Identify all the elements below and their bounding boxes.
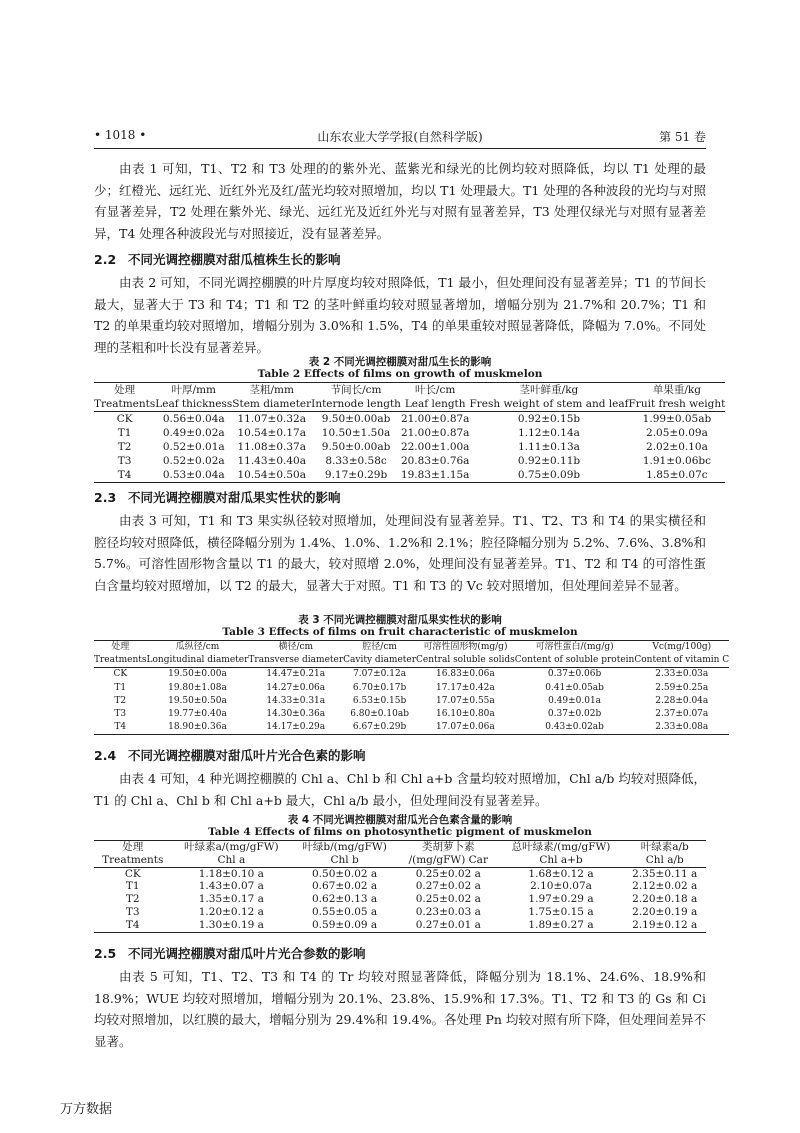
value-cell: 10.54±0.50a xyxy=(232,468,311,483)
table-row xyxy=(94,906,706,919)
column-header: Internode length xyxy=(311,398,401,410)
value-cell: 19.50±0.00a xyxy=(168,669,227,680)
column-header: Longitudinal diameter xyxy=(147,654,249,668)
table-2 xyxy=(94,382,725,483)
table-row xyxy=(94,867,706,880)
value-cell: 1.20±0.12 a xyxy=(198,905,264,918)
value-cell: 0.23±0.03 a xyxy=(415,905,481,918)
section-number: 2.4 xyxy=(94,748,117,763)
value-cell: 2.35±0.11 a xyxy=(632,867,698,880)
table2-caption-zh: 表 2 不同光调控棚膜对甜瓜生长的影响 xyxy=(308,356,492,368)
value-cell: 2.20±0.19 a xyxy=(632,905,698,918)
table4-caption-zh: 表 4 不同光调控棚膜对甜瓜光合色素含量的影响 xyxy=(287,814,513,826)
value-cell: 0.67±0.02 a xyxy=(312,880,378,893)
table-row xyxy=(94,893,706,906)
volume-label: 第 51 卷 xyxy=(659,130,706,144)
table-row xyxy=(94,708,729,721)
value-cell: 0.43±0.02ab xyxy=(515,721,635,735)
table-row xyxy=(94,880,706,893)
value-cell: 2.33±0.08a xyxy=(634,721,729,735)
column-header: Chl a xyxy=(172,854,292,867)
value-cell: 0.62±0.13 a xyxy=(312,893,378,906)
table-row xyxy=(94,919,706,932)
watermark-text: 万方数据 xyxy=(60,1102,113,1117)
value-cell: 1.75±0.15 a xyxy=(528,905,594,918)
table-3 xyxy=(94,640,729,735)
value-cell: 7.07±0.12a xyxy=(353,669,407,680)
header-row xyxy=(94,383,725,398)
value-cell: 11.43±0.40a xyxy=(237,455,306,467)
value-cell: 19.77±0.40a xyxy=(168,709,227,720)
table-row xyxy=(94,721,729,735)
column-header: Transverse diameter xyxy=(248,654,343,668)
table3-caption-zh: 表 3 不同光调控棚膜对甜瓜果实性状的影响 xyxy=(298,614,502,626)
value-cell: 8.33±0.58c xyxy=(325,455,387,467)
column-header: 总叶绿素/(mg/gFW) xyxy=(499,841,624,854)
column-header: 茎粗/mm xyxy=(232,383,311,398)
value-cell: 0.27±0.01 a xyxy=(398,919,498,932)
value-cell: 14.17±0.29a xyxy=(248,721,343,735)
value-cell: 0.52±0.02a xyxy=(162,455,225,467)
header-row xyxy=(94,654,729,668)
journal-title: 山东农业大学学报(自然科学版) xyxy=(317,130,483,144)
treatment-cell: T4 xyxy=(94,721,147,735)
value-cell: 11.08±0.37a xyxy=(237,441,306,453)
section-title: 不同光调控棚膜对甜瓜叶片光合色素的影响 xyxy=(128,748,366,763)
table2-caption-en: Table 2 Effects of films on growth of muskmelon xyxy=(257,368,543,380)
column-header: 可溶性蛋白/(mg/g) xyxy=(515,641,635,655)
value-cell: 1.12±0.14a xyxy=(518,427,580,439)
table-row xyxy=(94,668,729,682)
column-header: Leaf length xyxy=(401,397,470,412)
value-cell: 9.50±0.00ab xyxy=(321,413,391,425)
section-title: 不同光调控棚膜对甜瓜叶片光合参数的影响 xyxy=(128,946,366,961)
value-cell: 14.47±0.21a xyxy=(266,669,326,680)
value-cell: 1.43±0.07 a xyxy=(198,880,264,893)
value-cell: 11.07±0.32a xyxy=(237,413,306,425)
column-header: 单果重/kg xyxy=(629,383,726,398)
value-cell: 2.02±0.10a xyxy=(646,441,708,453)
column-header: 横径/cm xyxy=(248,641,343,655)
table4-caption-en: Table 4 Effects of films on photosynthetic pigment of muskmelon xyxy=(208,826,592,838)
section-heading-2-2 xyxy=(94,250,341,268)
column-header: Vc(mg/100g) xyxy=(634,641,729,655)
value-cell: 19.80±1.08a xyxy=(168,682,227,693)
value-cell: 16.83±0.06a xyxy=(436,669,495,680)
treatment-cell: T2 xyxy=(117,441,132,453)
section-title: 不同光调控棚膜对甜瓜植株生长的影响 xyxy=(128,252,341,267)
column-header: Chl a+b xyxy=(499,854,624,867)
column-header: 叶绿b/(mg/gFW) xyxy=(291,841,398,854)
column-header: 类胡萝卜素 xyxy=(398,841,498,854)
value-cell: 2.33±0.03a xyxy=(655,669,709,680)
treatment-cell: T2 xyxy=(125,893,140,906)
value-cell: 2.37±0.07a xyxy=(655,709,709,720)
value-cell: 2.19±0.12 a xyxy=(623,919,706,932)
column-header: Content of vitamin C xyxy=(634,654,729,668)
value-cell: 0.56±0.04a xyxy=(162,413,225,425)
section-heading-2-3 xyxy=(94,488,341,506)
value-cell: 21.00±0.87a xyxy=(400,427,470,439)
table-row xyxy=(94,695,729,708)
treatment-cell: T1 xyxy=(117,427,132,439)
value-cell: 1.18±0.10 a xyxy=(198,867,264,880)
page-number: • 1018 • xyxy=(94,128,147,142)
table-row xyxy=(94,426,725,440)
column-header: Fruit fresh weight xyxy=(628,398,726,410)
paragraph-table3-summary: 由表 3 可知，T1 和 T3 果实纵径较对照增加，处理间没有显著差异。T1、T2、T3 和 T4 的果实横径和腔径均较对照降低，横径降幅分别为 1.4%、1.0%、1.2%和 2.1%；腔径降幅分别为 5.2%、7.6%、3.8%和 5.7%。可溶性固形物含量以 T1 的最大，较对照增 2.0%，处理间没有显著差异。T1、T2 和 T4 的可溶性蛋白含量均较对照增加，以 T2 的最大，显著大于对照。T1 和 T3 的 Vc 较对照增加，但处理间差异不显著。 xyxy=(94,513,706,593)
column-header: Central soluble solids xyxy=(416,654,515,668)
value-cell: 2.28±0.04a xyxy=(655,695,709,706)
value-cell: 6.53±0.15b xyxy=(352,695,407,706)
value-cell: 1.30±0.19 a xyxy=(172,919,292,932)
treatment-cell: CK xyxy=(116,413,133,425)
section-number: 2.5 xyxy=(94,946,117,961)
value-cell: 19.83±1.15a xyxy=(400,469,470,481)
paragraph-table1-summary: 由表 1 可知，T1、T2 和 T3 处理的的紫外光、蓝紫光和绿光的比例均较对照降低，均以 T1 处理的最少；红橙光、远红光、近红外光及红/蓝光均较对照增加，均以 T1 处理最大。T1 处理的各种波段的光均与对照有显著差异，T2 处理在紫外光、绿光、远红光及近红外光与对照有显著差异，T3 处理仅绿光与对照有显著差异，T4 处理各种波段光与对照接近，没有显著差异。 xyxy=(94,161,706,241)
value-cell: 10.54±0.17a xyxy=(237,427,306,439)
paragraph-table4-summary: 由表 4 可知，4 种光调控棚膜的 Chl a、Chl b 和 Chl a+b 含量均较对照增加，Chl a/b 均较对照降低，T1 的 Chl a、Chl b 和 Chl a+b 最大，Chl a/b 最小，但处理间没有显著差异。 xyxy=(94,771,706,808)
column-header: 节间长/cm xyxy=(311,383,401,398)
value-cell: 22.00±1.00a xyxy=(400,441,470,453)
treatment-cell: T3 xyxy=(117,455,132,467)
header-row xyxy=(94,641,729,655)
table-row xyxy=(94,454,725,468)
value-cell: 0.53±0.04a xyxy=(155,468,232,483)
column-header: Stem diameter xyxy=(232,398,312,410)
value-cell: 14.33±0.31a xyxy=(266,695,326,706)
value-cell: 0.49±0.02a xyxy=(162,427,225,439)
column-header: 处理 xyxy=(94,641,147,655)
section-number: 2.2 xyxy=(94,252,117,267)
value-cell: 14.27±0.06a xyxy=(266,682,326,693)
column-header: Chl a/b xyxy=(623,854,706,867)
column-header: Treatments xyxy=(94,854,172,867)
value-cell: 0.25±0.02 a xyxy=(415,867,481,880)
section-heading-2-4 xyxy=(94,746,366,764)
value-cell: 2.10±0.07a xyxy=(530,880,592,893)
column-header: 处理 xyxy=(94,383,155,398)
table-row xyxy=(94,412,725,427)
value-cell: 6.70±0.17b xyxy=(352,682,407,693)
table3-caption-en: Table 3 Effects of films on fruit characteristic of muskmelon xyxy=(222,626,578,638)
header-row xyxy=(94,397,725,412)
value-cell: 17.17±0.42a xyxy=(436,682,495,693)
value-cell: 1.89±0.27 a xyxy=(499,919,624,932)
section-heading-2-5 xyxy=(94,944,366,962)
column-header: Content of soluble protein xyxy=(515,654,635,668)
column-header: Chl b xyxy=(291,854,398,867)
column-header: Leaf thickness xyxy=(155,398,233,410)
value-cell: 0.92±0.15b xyxy=(517,413,581,425)
treatment-cell: T4 xyxy=(94,468,155,483)
value-cell: 0.25±0.02 a xyxy=(415,893,481,906)
value-cell: 1.11±0.13a xyxy=(518,441,580,453)
value-cell: 1.35±0.17 a xyxy=(198,893,264,906)
value-cell: 2.05±0.09a xyxy=(646,427,708,439)
column-header: 处理 xyxy=(94,841,172,854)
value-cell: 6.67±0.29b xyxy=(343,721,416,735)
value-cell: 9.50±0.00ab xyxy=(321,441,391,453)
treatment-cell: CK xyxy=(113,669,128,680)
value-cell: 0.41±0.05ab xyxy=(545,682,604,693)
column-header: 可溶性固形物(mg/g) xyxy=(416,641,515,655)
treatment-cell: T4 xyxy=(94,919,172,932)
table-row xyxy=(94,682,729,695)
table-row xyxy=(94,468,725,483)
column-header: Treatments xyxy=(94,398,156,410)
column-header: 茎叶鲜重/kg xyxy=(469,383,628,398)
value-cell: 2.20±0.18 a xyxy=(632,893,698,906)
column-header: 叶厚/mm xyxy=(155,383,232,398)
value-cell: 0.52±0.01a xyxy=(162,441,225,453)
value-cell: 1.85±0.07c xyxy=(629,468,726,483)
column-header: Treatments xyxy=(94,654,147,668)
column-header: 叶长/cm xyxy=(401,383,470,398)
value-cell: 0.37±0.06b xyxy=(547,669,602,680)
value-cell: 0.50±0.02 a xyxy=(312,867,378,880)
treatment-cell: T1 xyxy=(114,682,127,693)
value-cell: 17.07±0.55a xyxy=(436,695,495,706)
section-title: 不同光调控棚膜对甜瓜果实性状的影响 xyxy=(128,490,341,505)
value-cell: 0.59±0.09 a xyxy=(291,919,398,932)
treatment-cell: T2 xyxy=(114,695,127,706)
column-header: 叶绿素a/(mg/gFW) xyxy=(172,841,292,854)
value-cell: 1.68±0.12 a xyxy=(528,867,594,880)
header-row xyxy=(94,841,706,854)
value-cell: 9.17±0.29b xyxy=(311,468,401,483)
value-cell: 0.55±0.05 a xyxy=(312,905,378,918)
paragraph-table2-summary: 由表 2 可知，不同光调控棚膜的叶片厚度均较对照降低，T1 最小，但处理间没有显著差异；T1 的节间长最大，显著大于 T3 和 T4；T1 和 T2 的茎叶鲜重均较对照显著增加，增幅分别为 21.7%和 20.7%；T1 和 T2 的单果重均较对照增加，增幅分别为 3.0%和 1.5%，T4 的单果重较对照显著降低，降幅为 7.0%。不同处理的茎粗和叶长没有显著差异。 xyxy=(94,275,706,355)
running-header xyxy=(94,126,706,149)
treatment-cell: CK xyxy=(124,867,141,880)
value-cell: 0.75±0.09b xyxy=(469,468,628,483)
column-header: Fresh weight of stem and leaf xyxy=(469,398,629,410)
treatment-cell: T1 xyxy=(125,880,140,893)
treatment-cell: T3 xyxy=(125,905,140,918)
paragraph-table5-summary: 由表 5 可知，T1、T2、T3 和 T4 的 Tr 均较对照显著降低，降幅分别为 18.1%、24.6%、18.9%和 18.9%；WUE 均较对照增加，增幅分别为 20.1%、23.8%、15.9%和 17.3%。T1、T2 和 T3 的 Gs 和 Ci 均较对照增加，以红膜的最大，增幅分别为 29.4%和 19.4%。各处理 Pn 均较对照有所下降，但处理间差异不显著。 xyxy=(94,969,706,1049)
section-number: 2.3 xyxy=(94,490,117,505)
column-header: 瓜纵径/cm xyxy=(147,641,249,655)
value-cell: 19.50±0.50a xyxy=(168,695,227,706)
column-header: 腔径/cm xyxy=(343,641,416,655)
table-row xyxy=(94,440,725,454)
value-cell: 0.49±0.01a xyxy=(548,695,602,706)
table-4 xyxy=(94,840,706,933)
column-header: Cavity diameter xyxy=(343,654,416,668)
value-cell: 14.30±0.36a xyxy=(266,709,326,720)
value-cell: 2.59±0.25a xyxy=(655,682,709,693)
value-cell: 6.80±0.10ab xyxy=(350,709,409,720)
value-cell: 20.83±0.76a xyxy=(400,455,470,467)
value-cell: 17.07±0.06a xyxy=(416,721,515,735)
value-cell: 0.37±0.02b xyxy=(547,709,602,720)
value-cell: 0.27±0.02 a xyxy=(415,880,481,893)
value-cell: 18.90±0.36a xyxy=(147,721,249,735)
value-cell: 16.10±0.80a xyxy=(436,709,495,720)
value-cell: 0.92±0.11b xyxy=(517,455,581,467)
value-cell: 1.91±0.06bc xyxy=(642,455,712,467)
value-cell: 1.97±0.29 a xyxy=(528,893,594,906)
column-header: /(mg/gFW) Car xyxy=(398,854,498,867)
value-cell: 1.99±0.05ab xyxy=(642,413,712,425)
treatment-cell: T3 xyxy=(114,709,127,720)
column-header: 叶绿素a/b xyxy=(623,841,706,854)
value-cell: 21.00±0.87a xyxy=(400,413,470,425)
value-cell: 2.12±0.02 a xyxy=(632,880,698,893)
header-row xyxy=(94,854,706,867)
value-cell: 10.50±1.50a xyxy=(321,427,391,439)
